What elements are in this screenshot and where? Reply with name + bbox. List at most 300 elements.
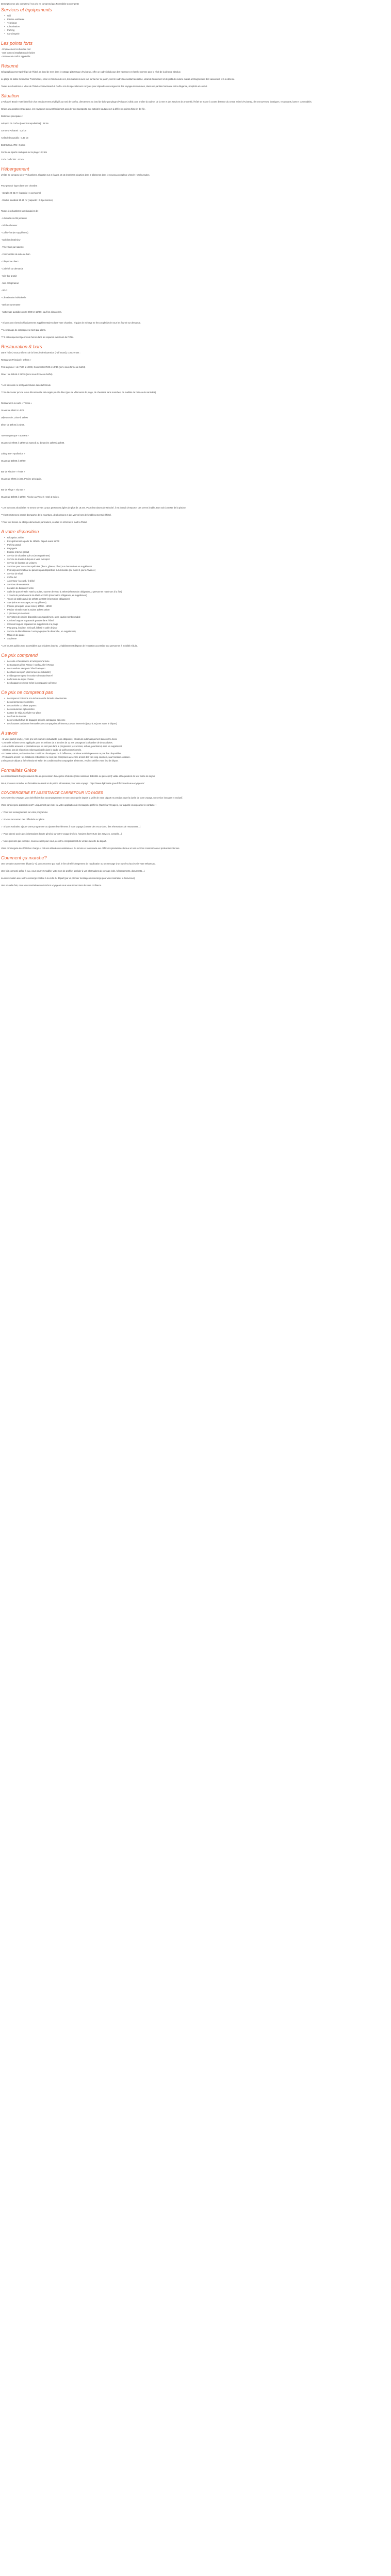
bullet-icon: • (4, 598, 5, 600)
bullet-icon: • (4, 565, 5, 568)
bullet-icon: • (4, 540, 5, 543)
list-item-text: Piscine principale (deux zones) 10h00 - 18h00 (7, 605, 52, 607)
paragraph-line (1, 104, 391, 107)
list-item-text: Supérette (7, 637, 17, 640)
bullet-icon: • (4, 623, 5, 625)
section (1, 529, 391, 644)
section-spacer (1, 648, 391, 651)
list-item-text: Bagagerie (7, 547, 18, 550)
list-item-text: Service de location de voitures (7, 562, 37, 564)
bullet-icon: • (4, 22, 5, 24)
section-title: CONCIERGERIE ET ASSISTANCE CARREFOUR VOYAGES (1, 790, 103, 795)
bullet-icon: • (4, 32, 5, 35)
bullet-icon: • (4, 678, 5, 681)
bullet-icon: • (4, 711, 5, 714)
bullet-icon: • (4, 601, 5, 604)
bullet-icon: • (4, 671, 5, 673)
paragraph-line: * Si vous avez besoin d'équipements supplémentaires dans votre chambre, l'équipe de ménage se fera un plaisir de vous les fournir sur demande. (1, 321, 141, 324)
bullet-icon: • (4, 715, 5, 718)
list-item (4, 565, 391, 568)
section (1, 520, 391, 528)
paragraph-line (1, 256, 391, 260)
section-title: Ce prix comprend (1, 653, 38, 658)
list-item (4, 619, 391, 622)
list-item (4, 608, 391, 612)
paragraph-line: Dans l'hôtel, vous profiterez de la formule demi-pension (Half Board), comprenant : (1, 351, 80, 354)
paragraph-line (1, 419, 391, 423)
paragraph-line: Toutes les chambres et villas de l'hôtel Acharavi Beach à Corfou ont été spécialement conçues pour répondre aux exigences des voyageurs modernes, dans une parfaite harmonie entre élégance, simplicité et confort. (1, 85, 208, 88)
paragraph-line (1, 307, 391, 310)
paragraph-line: L'aéroport de départ a été sélectionné selon les conditions des compagnies aériennes, veuillez vérifier votre lieu de départ. (1, 759, 119, 762)
list-item (4, 622, 391, 626)
bullet-icon: • (4, 608, 5, 611)
paragraph-line (1, 445, 391, 448)
paragraph-line: Bar de Piscine « Thetis » (1, 470, 25, 473)
paragraph-line: Une semaine avant votre départ (J-7), vous recevrez par mail, le lien de téléchargement de l'application ou un message d'un numéro d'accès via votre WhatsApp. (1, 862, 156, 865)
list-item (4, 659, 391, 663)
bullet-icon: • (4, 667, 5, 670)
list-item (4, 718, 391, 722)
paragraph-line (1, 81, 391, 84)
section-title: Comment ça marche? (1, 855, 47, 860)
paragraph-line: Le plage de sable s'étend sur 7 kilomètres, sinsé en fonction de ces, les chambres avec vue sur la mer ou jardin, sont le cadre l'accueillant au calme, idéal de l'isolement et de plats de cuisine exquis à l'éloignement des vacanciers et à la détente. (1, 78, 235, 80)
list-item (4, 700, 391, 704)
section (1, 653, 391, 688)
paragraph-line: Géographiquement privilégié de l'hôtel, en bord de mer, dans le cottage pittoresque d'Acharavi, offre un cadre idéal pour des vacances en famille comme pour le répit de la détente absolue. (1, 71, 182, 73)
list-item-text: Parking (7, 29, 15, 31)
bullet-icon: • (4, 708, 5, 710)
paragraph-line (1, 206, 391, 209)
paragraph-line: Nous pouvons consulter les formalités de santé et de police nécessaires pour votre voyage : https://www.diplomatie.gouv.fr/fr/conseils-aux-voyageurs/ (1, 782, 144, 785)
paragraph-line (1, 202, 391, 206)
paragraph-line (1, 880, 391, 884)
paragraph-line (1, 188, 391, 191)
sections-container (1, 7, 391, 891)
paragraph-line: Une nouvelle fois, nous vous souhaitons un très bon voyage et nous vous remercions de votre confiance. (1, 884, 102, 887)
list-item (4, 572, 391, 575)
bullet-icon: • (4, 576, 5, 579)
list-item-text: Les vols et l'assistance à l'aéroport d'arrivée (7, 660, 50, 663)
list-item (4, 667, 391, 670)
list-item (4, 554, 391, 557)
paragraph-line: Déjeuner de 12h00 à 19h00 (1, 416, 28, 419)
list-item-text: Services pour occasions spéciales (fleurs, gâteau, dîner) sur demande et en supplément (7, 565, 92, 568)
paragraph-line (1, 263, 391, 267)
list-item (4, 663, 391, 667)
paragraph-line (1, 376, 391, 380)
bullet-icon: • (4, 626, 5, 629)
section-title: Ce prix ne comprend pas (1, 690, 53, 695)
section-title: A savoir (1, 731, 18, 736)
paragraph-line (1, 405, 391, 409)
bullet-icon: • (4, 701, 5, 703)
paragraph-line: - Climatisation individuelle (1, 296, 26, 299)
list-item (4, 626, 391, 630)
paragraph-line: Bar de Plage « Vip Bar » (1, 488, 25, 491)
list-item (4, 583, 391, 586)
paragraph-line (1, 394, 391, 398)
paragraph-line (1, 285, 391, 289)
paragraph-line (1, 510, 391, 513)
paragraph-line (1, 369, 391, 372)
list-item (4, 590, 391, 594)
bullet-icon: • (4, 562, 5, 564)
paragraph-line: Ouvert de 10h00 à 18h00. Piscine au Vinseln Hotel & Suites. (1, 496, 59, 498)
paragraph-line (1, 814, 391, 818)
paragraph-line (1, 828, 391, 832)
paragraph-line: - Lit double ou lits jumeaux (1, 217, 27, 219)
paragraph-line: - Wi-Fi (1, 289, 8, 292)
paragraph-line: La conversation avec votre concierge s'active à la veille du départ (par un premier message du concierge pour vous souhaiter la bienvenue). (1, 877, 136, 879)
bullet-list (1, 536, 391, 640)
list-item (4, 637, 391, 640)
paragraph-line: Toutes les chambres sont équipées de : (1, 210, 39, 212)
bullet-icon: • (4, 664, 5, 666)
list-item-text: Piscine Vinseln Hotel & Suites 10h00-18h00 (7, 608, 50, 611)
paragraph-line (1, 242, 391, 245)
list-item-text: Chaises longues et parasols gratuits dans l'hôtel (7, 619, 54, 622)
bullet-icon: • (4, 14, 5, 17)
list-item-text: Le transport aérien France / Corfou Aller / Retour (7, 664, 54, 666)
list-item-text: Service de chambre 12h-24 (en supplément) (7, 554, 50, 557)
section-spacer (1, 517, 391, 520)
paragraph-line (1, 154, 391, 158)
paragraph-line (1, 866, 391, 869)
section (1, 166, 391, 343)
list-item (4, 670, 391, 674)
list-item-text: Ping-pong, bouliste, mini-golf, billard et table de jeux (7, 626, 58, 629)
list-item-text: Télévision (7, 22, 17, 24)
paragraph-line: - Commodités de salle de bain (1, 253, 30, 256)
bullet-icon: • (4, 612, 5, 615)
section (1, 855, 391, 891)
paragraph-line (1, 362, 391, 365)
bullet-icon: • (4, 583, 5, 586)
paragraph-line: ** Il est strictement interdit d'emporter de la nourriture, des boissons et des verres hors de l'établissement de l'hôtel. (1, 514, 111, 516)
bullet-list (1, 697, 391, 725)
paragraph-line (1, 455, 391, 459)
bullet-icon: • (4, 594, 5, 597)
paragraph-line: - Prestations à bord : les collations et boissons ne sont pas comprises au service à bord des vols long-courriers, sauf mention contraire. (1, 756, 131, 758)
bullet-icon: • (4, 580, 5, 582)
list-item-text: Services de secrétariat (7, 583, 29, 586)
bullet-icon: • (4, 551, 5, 553)
section-spacer (1, 36, 391, 39)
list-item (4, 550, 391, 554)
paragraph-line (1, 466, 391, 470)
paragraph-line (1, 111, 391, 114)
list-item-text: Wifi (7, 14, 11, 17)
paragraph-line: Distances principales : (1, 115, 23, 117)
paragraph-line: Grâce à sa position stratégique, les voyageurs peuvent facilement accéder aux transports, aux activités nautiques et à différents points d'intérêt de l'île. (1, 108, 145, 110)
bullet-icon: • (4, 674, 5, 677)
paragraph-line: Avec Carrefour Voyages vous bénéficiez d'un accompagnement et nos conciergerie depuis la veille de votre départ en pendant toute la durée de votre voyage, un service innovant et exclusif. (1, 796, 183, 799)
bullet-icon: • (4, 619, 5, 622)
section-title: Hébergement (1, 166, 29, 172)
list-item (4, 677, 391, 681)
list-item-text: Service de réveil (7, 572, 23, 575)
section (1, 768, 391, 789)
list-item-text: Les éventuels frais de bagages selon la compagnie aérienne (7, 719, 66, 721)
section-title: Services et équipements (1, 7, 52, 12)
list-item-text: Climatisation (7, 25, 20, 28)
list-item-text: Les frais de dossier (7, 715, 26, 718)
paragraph-line: - Sèche-cheveux (1, 224, 18, 227)
paragraph-line: ✓ Pour obtenir accès des informations d'ordre général sur votre voyage (météo, horaires d'ouverture des services, conseils....) (1, 833, 122, 835)
list-item-text: 2 courts de padel ouverts de 9h00 à 22h00 (réservation obligatoire, en supplément) (7, 594, 87, 597)
paragraph-line (1, 502, 391, 506)
list-item (4, 594, 391, 597)
paragraph-line: - Emplacement en bord de mer (1, 48, 31, 50)
paragraph-line (1, 140, 391, 143)
paragraph-line (1, 249, 391, 252)
paragraph-line (1, 807, 391, 810)
list-item (4, 21, 391, 25)
list-item (4, 568, 391, 572)
section-title: A votre disposition (1, 529, 39, 534)
section-spacer (1, 685, 391, 688)
paragraph-line: - Simple 20-25 m² (capacité : 1 personne) (1, 192, 41, 194)
list-item-text: Conciergerie (7, 32, 20, 35)
section-spacer (1, 762, 391, 766)
paragraph-line: - Balcon ou terrasse (1, 303, 21, 306)
paragraph-line: ✓ Pour tout renseignement sur votre programme (1, 811, 48, 814)
paragraph-line (1, 332, 391, 335)
list-item (4, 674, 391, 677)
bullet-icon: • (4, 704, 5, 707)
list-item-text: La taxe de séjour à régler sur place (7, 711, 41, 714)
paragraph-line: - Mobilier d'extérieur (1, 239, 21, 241)
paragraph-line (1, 118, 391, 122)
list-item (4, 612, 391, 615)
bullet-icon: • (4, 569, 5, 571)
list-item (4, 630, 391, 633)
list-item-text: Serviettes de piscine disponibles en supplément, avec caution remboursable (7, 616, 80, 618)
section (1, 93, 391, 165)
section-title: Les points forts (1, 41, 33, 46)
paragraph-line (1, 220, 391, 224)
section-title: Restauration & bars (1, 344, 42, 349)
paragraph-line (1, 380, 391, 383)
list-item-text: Les bagages en soute selon la compagnie aérienne (7, 682, 57, 684)
paragraph-line (1, 473, 391, 477)
bullet-list (1, 659, 391, 685)
list-item-text: Les taxes aéroport (dont la taxe de solidarité) (7, 671, 51, 673)
section-spacer (1, 887, 391, 891)
paragraph-line: - Coffre-fort (en supplément) (1, 231, 28, 234)
bullet-icon: • (4, 682, 5, 684)
list-item-text: La formule de repas choisie (7, 678, 34, 681)
list-item (4, 604, 391, 608)
paragraph-line (1, 213, 391, 216)
list-item-text: Petit-déjeuner matinal ou panier repas disponibles sur demande (au moins 1 jour à l'avance) (7, 569, 96, 571)
section-spacer (1, 640, 391, 644)
bullet-icon: • (4, 558, 5, 561)
paragraph-line (1, 448, 391, 452)
list-item-text: Chaises longues et parasol en supplément à la plage (7, 623, 58, 625)
list-item-text: Les dépenses personnelles (7, 701, 34, 703)
paragraph-line: ✓ Si vous rencontrez des difficultés sur place (1, 818, 44, 821)
bullet-icon: • (4, 587, 5, 589)
bullet-icon: • (4, 25, 5, 28)
paragraph-line: Taverne grecque « Apnoea » (1, 434, 29, 437)
paragraph-line: - Nettoyage quotidien entre 8h00 et 15h00, sauf les dimanches. (1, 311, 62, 313)
list-item-text: Les hausses carburant éventuelles des compagnies aériennes pouvant intervenir (jusqu'à 30 jours avant le départ) (7, 722, 117, 725)
list-item-text: Réception 24h/24 (7, 536, 24, 539)
bullet-icon: • (4, 637, 5, 640)
paragraph-line (1, 234, 391, 238)
bullet-icon: • (4, 544, 5, 546)
list-item (4, 681, 391, 685)
list-item-text: Piscine extérieure (7, 18, 25, 21)
section-spacer (1, 850, 391, 854)
paragraph-line (1, 437, 391, 441)
paragraph-line (1, 147, 391, 150)
section (1, 63, 391, 92)
paragraph-line: Aéroport de Corfou (Ioannis Kapodistrias) : 38 km (1, 122, 49, 125)
paragraph-line: - Des bonnes installations de loisirs (1, 52, 35, 54)
paragraph-line (1, 314, 391, 317)
paragraph-line: Centre d'Acharavi : 0,5 km (1, 129, 27, 132)
paragraph-line: Restaurant à la carte « Thema » (1, 402, 32, 404)
list-item-text: Les activités ou loisirs payants (7, 704, 37, 707)
paragraph-line: - Les activités annexes et prestations qui ne sont pas dans le programme (excursions, achats, pourboires) sont en supplément. (1, 745, 123, 748)
paragraph-line (1, 125, 391, 129)
section-spacer (1, 524, 391, 528)
list-item-text: 2 piscines pour enfants (7, 612, 30, 615)
section (1, 344, 391, 520)
list-item-text: Les assurances optionnelles (7, 708, 35, 710)
list-item (4, 14, 391, 18)
paragraph-line (1, 278, 391, 281)
paragraph-line: Centre de sports nautiques sur la plage : 0,2 km (1, 151, 47, 154)
paragraph-line: * Les heures publics sont accessibles aux résidents inscrits. L'établissement dispose de l'entretien accessible aux personnes à mobilité réduite. (1, 645, 138, 647)
bullet-icon: • (4, 547, 5, 550)
bullet-list (1, 14, 391, 36)
paragraph-line: *** Il est uniquement permis de fumer dans les espaces extérieurs de l'hôtel. (1, 336, 74, 338)
paragraph-line: Ouvert de 18h00 à 22h00 (1, 460, 26, 462)
paragraph-line (1, 412, 391, 416)
list-item-text: Parking gratuit (7, 544, 21, 546)
list-item (4, 715, 391, 718)
list-item (4, 697, 391, 700)
list-item-text: Location de bateaux / vélos (7, 587, 34, 589)
list-item (4, 579, 391, 583)
list-item (4, 547, 391, 550)
paragraph-line: ** Le ménage de campagne se tient par jalons. (1, 329, 46, 331)
list-item-text: Salle de sport Vinseln Hotel & Suites, ouverte de 9h00 à 20h00 (réservation obligatoire, 2 personnes maximum à la fois) (7, 590, 122, 593)
list-item-text: Espace Internet gratuit (7, 551, 29, 553)
bullet-icon: • (4, 18, 5, 21)
paragraph-line: Restaurant Principal « Orfeas » (1, 359, 31, 361)
paragraph-line: Corfu Golf Club : 43 km (1, 158, 24, 161)
paragraph-line (1, 227, 391, 231)
list-item (4, 615, 391, 619)
paragraph-line (1, 317, 391, 321)
paragraph-line (1, 492, 391, 495)
list-item (4, 722, 391, 725)
list-item (4, 586, 391, 590)
section (1, 7, 391, 39)
section-title: Formalités Grèce (1, 768, 37, 773)
paragraph-line (1, 778, 391, 782)
paragraph-line (1, 484, 391, 488)
paragraph-line: * Les boissons ne sont pas incluses dans la formule. (1, 384, 52, 386)
bullet-icon: • (4, 554, 5, 557)
paragraph-line: Petit-déjeuner : de 7h00 à 10h00, Continental 7h00 à 10h15 (servi sous forme de buffet) (1, 366, 86, 368)
bullet-icon: • (4, 630, 5, 633)
bullet-icon: • (4, 719, 5, 721)
paragraph-line (1, 427, 391, 430)
list-item-text: Service de transfert depuis et vers l'aéroport (7, 558, 50, 561)
list-item (4, 601, 391, 604)
section (1, 790, 391, 854)
list-item (4, 28, 391, 32)
paragraph-line (1, 132, 391, 136)
section (1, 644, 391, 651)
section-spacer (1, 88, 391, 92)
paragraph-line: - Lit bébé sur demande (1, 267, 24, 270)
list-item (4, 561, 391, 565)
list-item-text: Médecin de garde (7, 634, 25, 636)
paragraph-line (1, 354, 391, 358)
paragraph-line: - Services et confort appréciés (1, 55, 30, 58)
section-title: Situation (1, 93, 20, 98)
section-spacer (1, 339, 391, 343)
paragraph-line: L'hôtel se compose de 177 chambres, réparties sur 2 étages, et 15 chambres réparties dans 3 bâtiments dans le nouveau complexe Vinseln Hotel & Suites. (1, 174, 150, 176)
paragraph-line (1, 177, 391, 180)
paragraph-line (1, 836, 391, 839)
paragraph-line: - Mini-réfrigérateur (1, 282, 19, 284)
paragraph-line (1, 398, 391, 401)
list-item-text: Service de blanchisserie / nettoyage (sauf le dimanche, en supplément) (7, 630, 76, 633)
list-item (4, 711, 391, 715)
paragraph-line (1, 843, 391, 846)
list-item (4, 597, 391, 601)
paragraph-line: Pour pouvoir loger dans une chambre : (1, 184, 39, 187)
paragraph-line: - Mini-bar gratuit (1, 275, 17, 277)
paragraph-line (1, 270, 391, 274)
list-item-text: L'hébergement pour le nombre de nuits réservé (7, 674, 53, 677)
bullet-icon: • (4, 616, 5, 618)
paragraph-line: Ouvert de 9h00 à 1h00. Piscine principale. (1, 478, 42, 480)
paragraph-line (1, 463, 391, 466)
list-item (4, 539, 391, 543)
paragraph-line (1, 821, 391, 825)
paragraph-line: Une fois connecté grâce à eux, vous pourrez modifier votre nom de profil et accéder à vos informations de voyage (vols, hébergements, documents...). (1, 870, 145, 872)
list-item (4, 704, 391, 707)
paragraph-line: - Télévision par satellite (1, 246, 24, 248)
section (1, 41, 391, 62)
bullet-icon: • (4, 660, 5, 663)
list-item (4, 32, 391, 36)
list-item (4, 543, 391, 547)
list-item-text: Enregistrement à partir de 15h00 / Départ avant 11h00 (7, 540, 60, 543)
bullet-icon: • (4, 722, 5, 725)
list-item (4, 707, 391, 711)
paragraph-line (1, 873, 391, 876)
paragraph-line: Dîner de 18h45 à 21h30. (1, 423, 25, 426)
paragraph-line: L'Acharavi Beach Hotel bénéficie d'un emplacement privilégié au nord de Corfou, directement au bord de la longue plage d'Acharavi. Idéal pour profiter du calme, de la mer et des services de proximité, l'hôtel se trouve à courte distance du centre animé d'Acharavi, de ses tavernes, boutiques, restaurants, bars et commodités. (1, 100, 312, 103)
list-item (4, 18, 391, 21)
section-spacer (1, 785, 391, 789)
list-item (4, 633, 391, 637)
paragraph-line: Lobby Bar « Apollonion » (1, 452, 25, 455)
paragraph-line: Arrêt de bus public : 0,45 km (1, 137, 29, 139)
paragraph-line (1, 180, 391, 184)
bullet-icon: • (4, 572, 5, 575)
list-item-text: Coffre-fort (7, 576, 17, 579)
